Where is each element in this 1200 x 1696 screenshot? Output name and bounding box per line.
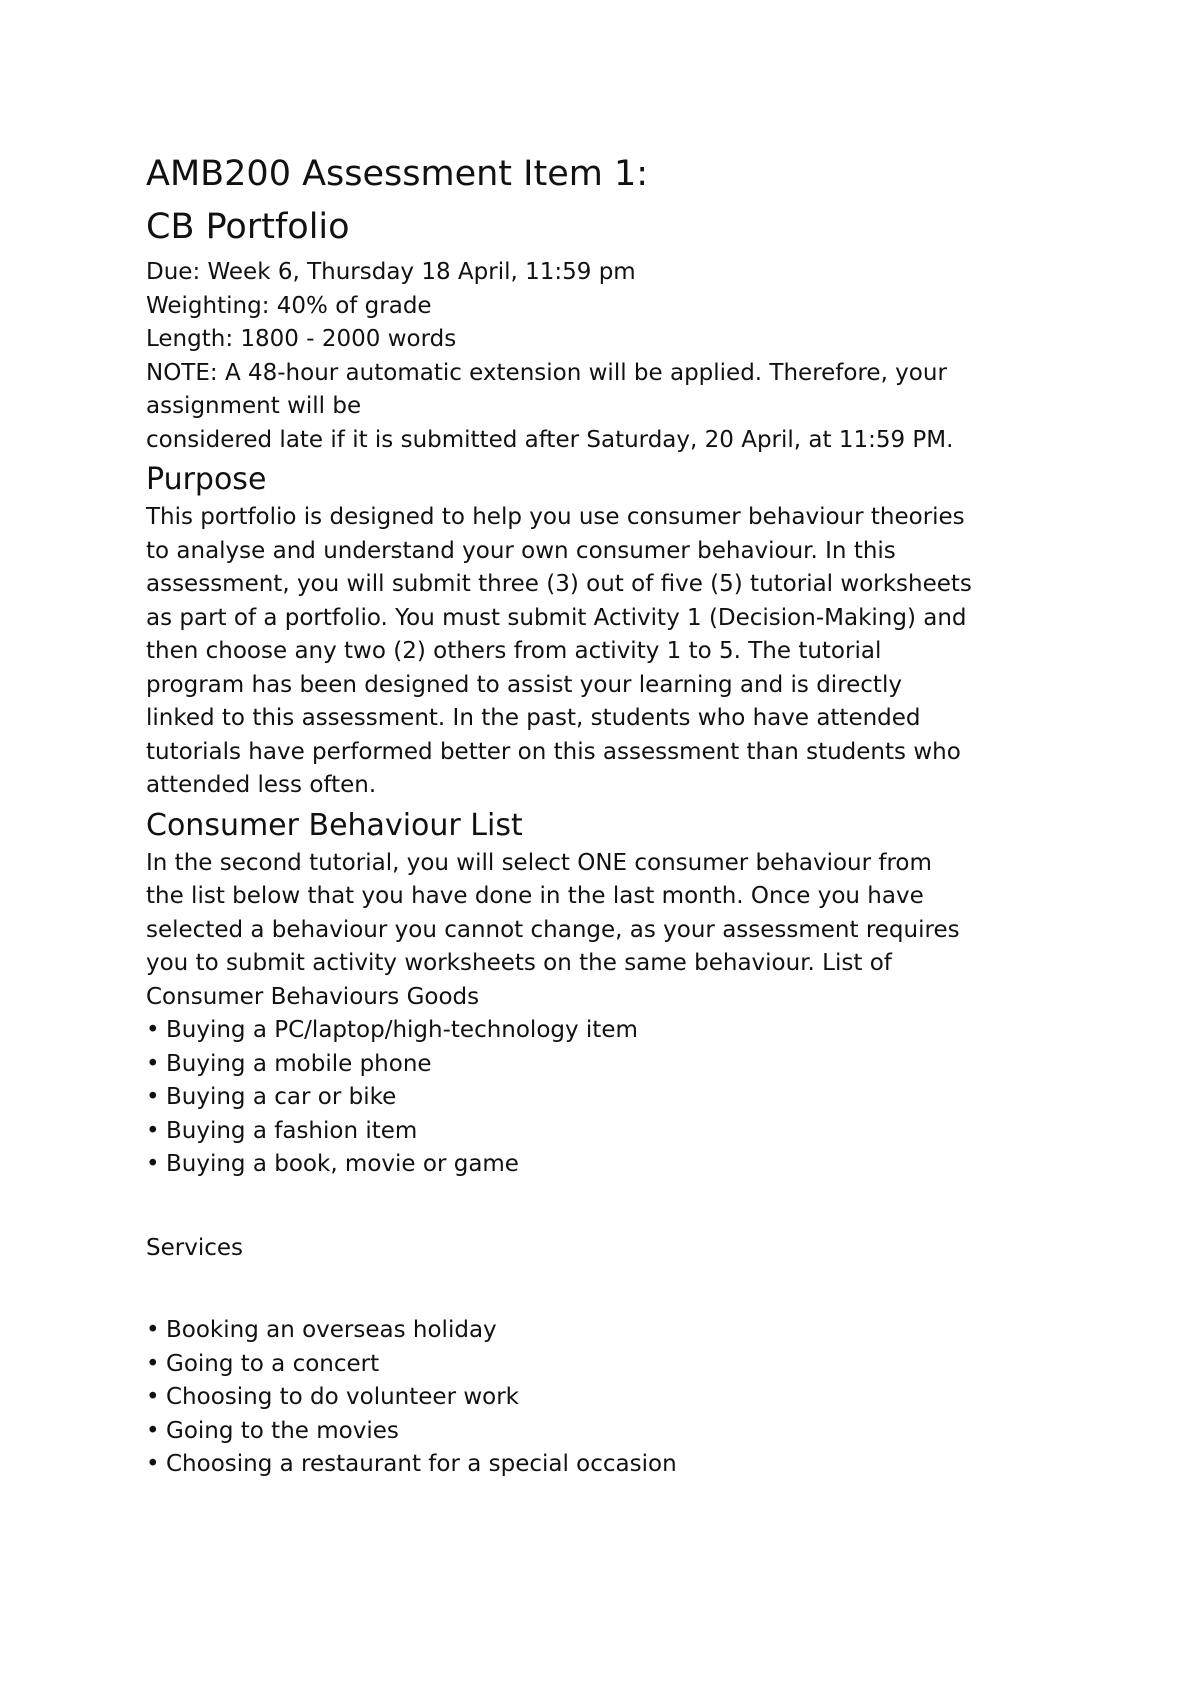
list-item-label: Choosing a restaurant for a special occasion [166, 1451, 677, 1477]
bullet-icon: • [146, 1417, 160, 1444]
list-item-label: Buying a fashion item [166, 1117, 418, 1144]
extension-note-line-1: NOTE: A 48-hour automatic extension will be applied. Therefore, your [146, 359, 947, 386]
list-item-label: Choosing to do volunteer work [166, 1384, 519, 1410]
services-list [146, 1314, 1076, 1482]
weighting: Weighting: 40% of grade [146, 292, 432, 319]
behaviour-list-heading: Consumer Behaviour List [146, 807, 523, 843]
list-item [146, 1115, 1076, 1149]
bullet-icon: • [146, 1451, 160, 1477]
list-item [146, 1415, 1076, 1449]
list-item-label: Buying a PC/laptop/high-technology item [166, 1017, 638, 1043]
document-body [146, 148, 1076, 1482]
purpose-line: linked to this assessment. In the past, students who have attended [146, 705, 921, 731]
length: Length: 1800 - 2000 words [146, 326, 457, 352]
bullet-icon: • [146, 1151, 160, 1177]
extension-note-line-3: considered late if it is submitted after Saturday, 20 April, at 11:59 PM. [146, 426, 954, 453]
behaviour-list-line: Consumer Behaviours Goods [146, 983, 480, 1010]
bullet-icon: • [146, 1117, 160, 1144]
behaviour-list-paragraph [146, 847, 1076, 1015]
extension-note-line-2: assignment will be [146, 393, 362, 419]
purpose-line: attended less often. [146, 772, 377, 798]
document-title-line-2: CB Portfolio [146, 207, 350, 247]
bullet-icon: • [146, 1317, 160, 1343]
list-item [146, 1348, 1076, 1382]
behaviour-list-line: selected a behaviour you cannot change, as your assessment requires [146, 916, 960, 943]
purpose-line: This portfolio is designed to help you use consumer behaviour theories [146, 504, 965, 530]
list-item [146, 1314, 1076, 1348]
list-item [146, 1381, 1076, 1415]
list-item [146, 1081, 1076, 1115]
list-item-label: Booking an overseas holiday [166, 1317, 497, 1343]
purpose-line: as part of a portfolio. You must submit Activity 1 (Decision-Making) and [146, 604, 967, 631]
purpose-line: program has been designed to assist your learning and is directly [146, 671, 902, 698]
bullet-icon: • [146, 1084, 160, 1110]
purpose-line: assessment, you will submit three (3) out of five (5) tutorial worksheets [146, 571, 972, 597]
list-item-label: Buying a car or bike [166, 1084, 397, 1110]
purpose-heading: Purpose [146, 462, 267, 497]
purpose-paragraph [146, 501, 1076, 803]
list-item [146, 1148, 1076, 1182]
purpose-line: then choose any two (2) others from activity 1 to 5. The tutorial [146, 638, 882, 664]
purpose-line: tutorials have performed better on this assessment than students who [146, 738, 961, 765]
assessment-details [146, 256, 1076, 457]
list-item-label: Buying a book, movie or game [166, 1151, 519, 1177]
list-item [146, 1048, 1076, 1082]
behaviour-list-line: you to submit activity worksheets on the same behaviour. List of [146, 950, 892, 976]
due-date: Due: Week 6, Thursday 18 April, 11:59 pm [146, 259, 636, 285]
bullet-icon: • [146, 1017, 160, 1043]
goods-list [146, 1014, 1076, 1182]
document-title-line-1: AMB200 Assessment Item 1: [146, 154, 649, 194]
behaviour-list-line: In the second tutorial, you will select ONE consumer behaviour from [146, 849, 932, 876]
behaviour-list-line: the list below that you have done in the last month. Once you have [146, 883, 924, 909]
bullet-icon: • [146, 1050, 160, 1077]
services-label: Services [146, 1234, 243, 1261]
bullet-icon: • [146, 1384, 160, 1410]
list-item [146, 1014, 1076, 1048]
list-item-label: Going to the movies [166, 1417, 399, 1444]
list-item-label: Buying a mobile phone [166, 1050, 432, 1077]
purpose-line: to analyse and understand your own consumer behaviour. In this [146, 537, 896, 564]
list-item-label: Going to a concert [166, 1350, 380, 1377]
list-item [146, 1448, 1076, 1482]
bullet-icon: • [146, 1350, 160, 1377]
